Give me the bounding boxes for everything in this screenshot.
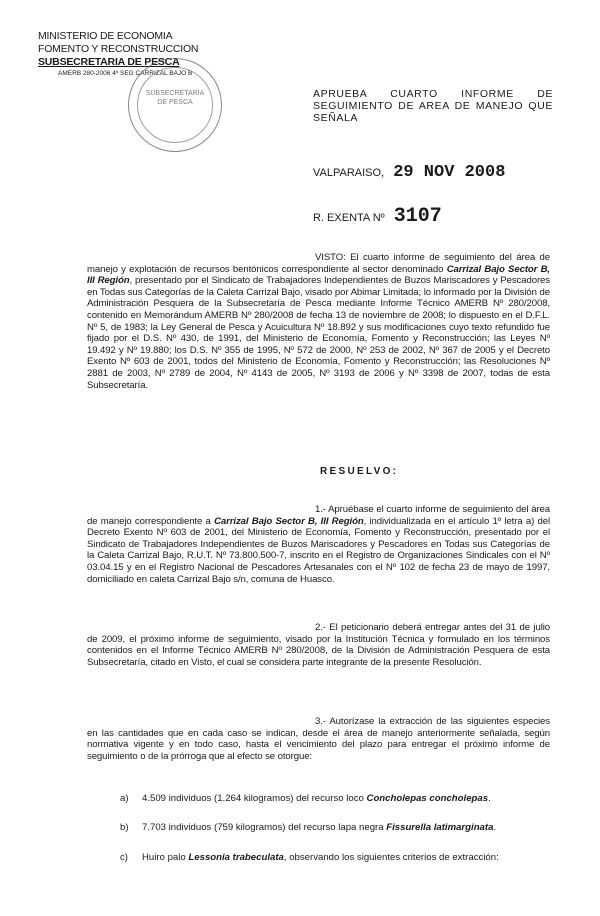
article-1: 1.- Apruébase el cuarto informe de seguimiento del área de manejo correspondiente a Carrizal Bajo Sector B, III Región, individualizada en el artículo 1º letra a) del Decreto Exento Nº 603 de 2001, del Ministerio de Economía, Fomento y Reconstrucción, presentado por el Sindicato de Trabajadores Independientes de Buzos Mariscadores y Pescadores en Todas sus Categorías de la Caleta Carrizal Bajo, R.U.T. Nº 73.800.500-7, inscrito en el Registro de Organizaciones Sindicales con el Nº 03.04.15 y en el Registro Nacional de Pescadores Artesanales con el Nº 102 de fecha 23 de mayo de 1997, domiciliado en caleta Carrizal Bajo s/n, comuna de Huasco. — [87, 504, 550, 585]
letterhead-ministry: MINISTERIO DE ECONOMIA — [38, 30, 173, 42]
stamp-text: SUBSECRETARIA DE PESCA — [145, 90, 205, 106]
list-item: a) 4.509 individuos (1.264 kilogramos) del recurso loco Concholepas concholepas. — [120, 793, 491, 804]
resolution-number-stamp: 3107 — [393, 205, 442, 228]
resolution-label: R. EXENTA Nº — [313, 212, 385, 224]
place-label: VALPARAISO, — [313, 167, 385, 179]
official-seal-stamp — [128, 58, 222, 152]
sector-name: Carrizal Bajo Sector B, III Región — [214, 515, 364, 527]
letterhead-subsecretaria: SUBSECRETARIA DE PESCA — [38, 56, 180, 68]
list-item: c) Huiro palo Lessonia trabeculata, observando los siguientes criterios de extracción: — [120, 852, 499, 863]
list-item: b) 7.703 individuos (759 kilogramos) del recurso lapa negra Fissurella latimarginata. — [120, 822, 497, 833]
resolution-number-line — [313, 205, 442, 228]
letterhead-ministry-2: FOMENTO Y RECONSTRUCCION — [38, 43, 199, 55]
visto-paragraph: VISTO: El cuarto informe de seguimiento del área de manejo y explotación de recursos bentónicos correspondiente al sector denominado Carrizal Bajo Sector B, III Región, presentado por el Sindicato de Trabajadores Independientes de Buzos Mariscadores y Pescadores en Todas sus Categorías de la Caleta Carrizal Bajo, visado por Abimar Limitada; lo informado por la División de Administración Pesquera de la Subsecretaría de Pesca mediante Informe Técnico AMERB Nº 280/2008, contenido en Memorándum AMERB Nº 280/2008 de fecha 13 de noviembre de 2008; lo dispuesto en el D.F.L. Nº 5, de 1983; la Ley General de Pesca y Acuicultura Nº 18.892 y sus modificaciones cuyo texto refundido fue fijado por el D.S. Nº 430, de 1991, del Ministerio de Economía, Fomento y Reconstrucción; las Leyes Nº 19.492 y Nº 19.880; los D.S. Nº 355 de 1995, Nº 572 de 2000, Nº 253 de 2002, Nº 367 de 2005 y el Decreto Exento Nº 603 de 2001, todos del Ministerio de Economía, Fomento y Reconstrucción; las Resoluciones Nº 2881 de 2003, Nº 2789 de 2004, Nº 4143 de 2005, Nº 3193 de 2006 y Nº 3398 de 2007, todas de esta Subsecretaría. — [87, 252, 550, 391]
article-3: 3.- Autorízase la extracción de las siguientes especies en las cantidades que en cada caso se indican, desde el área de manejo anteriormente señalada, según normativa vigente y en todo caso, hasta el vencimiento del plazo para entregar el próximo informe de seguimiento o de la prórroga que al efecto se otorgue: — [87, 716, 550, 762]
article-2: 2.- El peticionario deberá entregar antes del 31 de julio de 2009, el próximo informe de seguimiento, visado por la Institución Técnica y formulado en los términos contenidos en el Informe Técnico AMERB Nº 280/2008, de la División de Administración Pesquera de esta Subsecretaría, citado en Visto, el cual se considera parte integrante de la presente Resolución. — [87, 622, 550, 668]
species-name: Concholepas concholepas — [366, 793, 489, 804]
document-subject: APRUEBA CUARTO INFORME DE SEGUIMIENTO DE AREA DE MANEJO QUE SEÑALA — [313, 88, 553, 124]
date-line — [313, 163, 505, 182]
species-name: Fissurella latimarginata — [386, 822, 494, 833]
letterhead-reference-code: AMERB 280-2006 4º SEG CARRIZAL BAJO B — [58, 70, 193, 77]
resuelvo-heading: RESUELVO: — [320, 466, 399, 477]
sector-name: Carrizal Bajo Sector B, III Región — [87, 263, 550, 287]
species-name: Lessonia trabeculata — [188, 852, 284, 863]
date-stamp: 29 NOV 2008 — [393, 163, 506, 182]
